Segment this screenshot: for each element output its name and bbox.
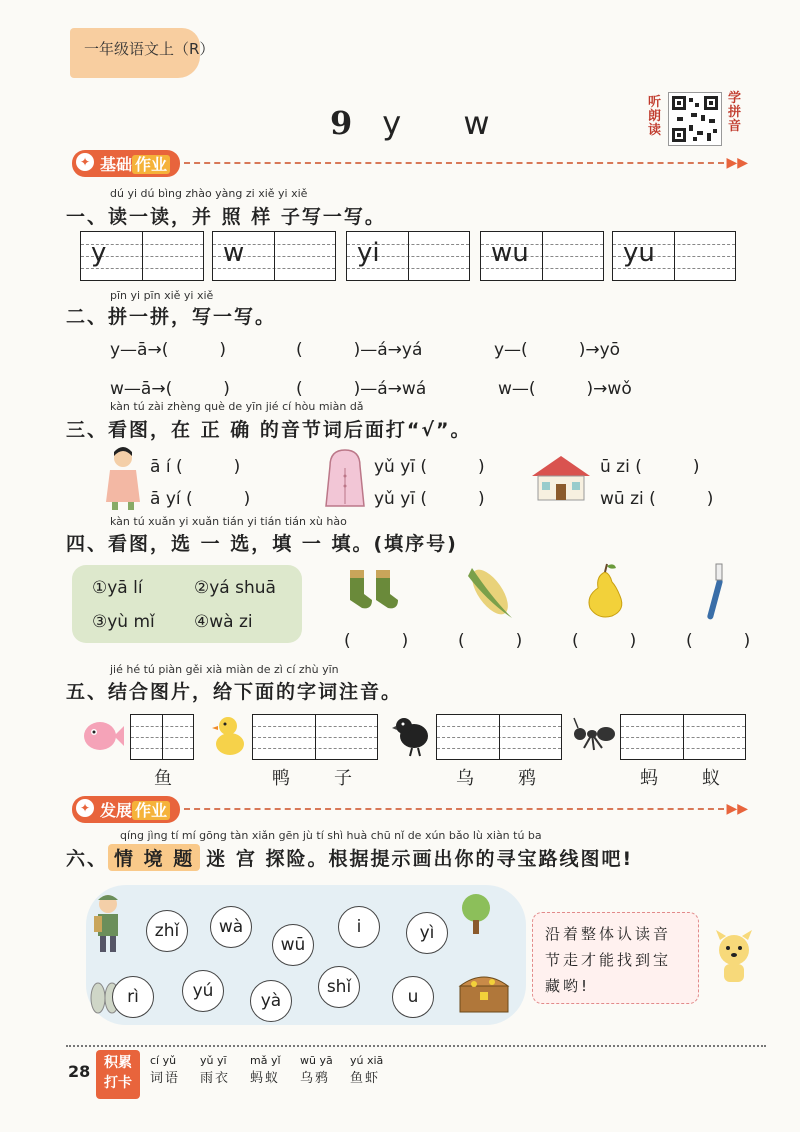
vocab-word: 词语 xyxy=(150,1071,181,1086)
section-basic-header xyxy=(72,150,748,176)
sample-letter: wu xyxy=(491,237,529,268)
cell-divider xyxy=(274,232,275,280)
q6-title-row xyxy=(66,844,633,871)
section-basic-label: 基础 xyxy=(100,154,133,174)
q4-option-4: ④wà zi xyxy=(194,612,253,632)
vocab-item xyxy=(350,1054,383,1086)
explorer-boy-icon xyxy=(88,890,128,956)
q5-char-ma: 蚂 xyxy=(640,768,658,789)
lesson-letters: y w xyxy=(382,104,516,142)
corn-icon xyxy=(458,562,522,622)
section-dev-header xyxy=(72,796,748,822)
tree-icon xyxy=(454,892,498,936)
q5-title: 五、结合图片，给下面的字词注音。 xyxy=(66,681,403,703)
maze-bubble[interactable]: shǐ xyxy=(318,966,360,1008)
maze-bubble[interactable]: yì xyxy=(406,912,448,954)
q4-blank-toothbrush[interactable]: ( ) xyxy=(686,631,751,651)
q2-item-5[interactable]: ( )—á→wá xyxy=(296,379,427,399)
q3-pinyin: kàn tú zài zhèng què de yīn jié cí hòu miàn dǎ xyxy=(110,400,364,413)
puppy-mascot-icon xyxy=(712,930,756,986)
cell-divider xyxy=(142,232,143,280)
maze-bubble[interactable]: rì xyxy=(112,976,154,1018)
auntie-icon xyxy=(100,446,146,512)
section-basic-tag xyxy=(72,150,180,177)
q5-box-ant[interactable] xyxy=(620,714,746,760)
q6-number: 六、 xyxy=(66,848,109,870)
accumulate-badge xyxy=(96,1050,140,1099)
vocab-pinyin: wū yā xyxy=(300,1054,333,1067)
cell-divider xyxy=(674,232,675,280)
q4-blank-socks[interactable]: ( ) xyxy=(344,631,409,651)
hint-text: 沿着整体认读音节走才能找到宝藏哟! xyxy=(545,925,672,995)
qr-right-label: 学拼音 xyxy=(728,91,742,134)
q4-option-1: ①yā lí xyxy=(92,578,143,598)
sample-letter: yu xyxy=(623,237,655,268)
q2-item-6[interactable]: w—( )→wǒ xyxy=(498,379,632,399)
lesson-title xyxy=(330,104,516,142)
sample-letter: y xyxy=(91,237,107,268)
page-number: 28 xyxy=(68,1062,91,1081)
q4-title: 四、看图，选 一 选，填 一 填。(填序号) xyxy=(66,533,458,555)
vocab-word: 鱼虾 xyxy=(350,1071,381,1086)
q2-item-3[interactable]: y—( )→yō xyxy=(494,340,621,360)
vocab-pinyin: mǎ yǐ xyxy=(250,1054,281,1067)
q4-option-2: ②yá shuā xyxy=(194,578,276,598)
q2-item-1[interactable]: y—ā→( ) xyxy=(110,340,226,360)
q5-char-zi: 子 xyxy=(334,768,352,789)
vocab-word: 乌鸦 xyxy=(300,1071,331,1086)
q4-blank-pear[interactable]: ( ) xyxy=(572,631,637,651)
q4-option-3: ③yù mǐ xyxy=(92,612,155,632)
q3-title: 三、看图，在 正 确 的音节词后面打“√”。 xyxy=(66,419,472,441)
q5-char-yi: 蚁 xyxy=(702,768,720,789)
crow-icon xyxy=(392,712,432,758)
vocab-word: 雨衣 xyxy=(200,1071,231,1086)
hint-box xyxy=(532,912,699,1004)
maze-bubble[interactable]: u xyxy=(392,976,434,1018)
q2-item-2[interactable]: ( )—á→yá xyxy=(296,340,423,360)
q5-box-crow[interactable] xyxy=(436,714,562,760)
q2-item-4[interactable]: w—ā→( ) xyxy=(110,379,230,399)
q1-box-w[interactable] xyxy=(212,231,336,281)
section-dev-label: 发展 xyxy=(100,800,133,820)
q3-option-c1[interactable]: ū zi ( ) xyxy=(600,457,700,477)
fish-icon xyxy=(80,714,126,758)
maze-bubble[interactable]: zhǐ xyxy=(146,910,188,952)
section-basic-label-b: 作业 xyxy=(132,155,170,174)
q4-pinyin: kàn tú xuǎn yi xuǎn tián yi tián tián xù hào xyxy=(110,515,347,528)
house-icon xyxy=(528,452,594,502)
q3-option-a1[interactable]: ā í ( ) xyxy=(150,457,241,477)
ant-icon xyxy=(572,716,616,754)
badge-line-1: 积累 xyxy=(104,1055,132,1071)
maze-bubble[interactable]: yú xyxy=(182,970,224,1012)
q3-option-b2[interactable]: yǔ yī ( ) xyxy=(374,489,485,509)
section-dev-tag xyxy=(72,796,180,823)
vocab-pinyin: yǔ yī xyxy=(200,1054,227,1067)
vocab-item xyxy=(250,1054,281,1086)
book-title: 一年级语文上（R） xyxy=(84,40,215,58)
maze-bubble[interactable]: yà xyxy=(250,980,292,1022)
divider xyxy=(184,162,724,164)
q5-box-duckling[interactable] xyxy=(252,714,378,760)
cell-divider xyxy=(542,232,543,280)
maze-bubble[interactable]: wà xyxy=(210,906,252,948)
q5-char-fish: 鱼 xyxy=(154,768,172,789)
cell-divider xyxy=(162,715,163,759)
divider xyxy=(184,808,724,810)
footer-divider xyxy=(66,1045,766,1047)
vocab-pinyin: cí yǔ xyxy=(150,1054,177,1067)
q2-title: 二、拼一拼，写一写。 xyxy=(66,306,277,328)
cell-divider xyxy=(683,715,684,759)
q6-title: 迷 宫 探险。根据提示画出你的寻宝路线图吧! xyxy=(206,848,634,870)
double-arrow-icon: ▶▶ xyxy=(726,801,748,817)
lesson-number: 9 xyxy=(330,104,353,142)
cell-divider xyxy=(499,715,500,759)
q3-option-b1[interactable]: yǔ yī ( ) xyxy=(374,457,485,477)
q5-box-fish[interactable] xyxy=(130,714,194,760)
q6-pinyin: qíng jìng tí mí gōng tàn xiǎn gēn jù tí shì huà chū nǐ de xún bǎo lù xiàn tú ba xyxy=(120,829,542,842)
q2-pinyin: pīn yi pīn xiě yi xiě xyxy=(110,289,214,302)
lightbulb-icon: ✦ xyxy=(76,799,94,817)
section-dev-label-b: 作业 xyxy=(132,801,170,820)
qr-code[interactable] xyxy=(668,92,722,146)
q1-box-yu[interactable] xyxy=(612,231,736,281)
socks-icon xyxy=(342,566,406,616)
vocab-pinyin: yú xiā xyxy=(350,1054,384,1067)
pear-icon xyxy=(580,562,630,622)
q1-box-wu[interactable] xyxy=(480,231,604,281)
cell-divider xyxy=(408,232,409,280)
q6-situation-tag: 情 境 题 xyxy=(108,844,200,871)
maze-bubble[interactable]: i xyxy=(338,906,380,948)
q3-option-c2[interactable]: wū zi ( ) xyxy=(600,489,714,509)
qr-left-label: 听朗读 xyxy=(648,95,662,138)
vocab-item xyxy=(300,1054,333,1086)
q1-box-yi[interactable] xyxy=(346,231,470,281)
vocab-word: 蚂蚁 xyxy=(250,1071,281,1086)
q5-pinyin: jié hé tú piàn gěi xià miàn de zì cí zhù yīn xyxy=(110,663,339,676)
toothbrush-icon xyxy=(700,562,730,622)
q5-char-wu: 乌 xyxy=(456,768,474,789)
q5-char-ya: 鸭 xyxy=(272,768,290,789)
q1-pinyin: dú yi dú bìng zhào yàng zi xiě yi xiě xyxy=(110,187,308,200)
sample-letter: w xyxy=(223,237,245,268)
treasure-chest-icon xyxy=(454,966,514,1016)
vocab-item xyxy=(200,1054,230,1086)
q3-option-a2[interactable]: ā yí ( ) xyxy=(150,489,251,509)
q4-blank-corn[interactable]: ( ) xyxy=(458,631,523,651)
lightbulb-icon: ✦ xyxy=(76,153,94,171)
cell-divider xyxy=(315,715,316,759)
sample-letter: yi xyxy=(357,237,380,268)
q1-title: 一、读一读，并 照 样 子写一写。 xyxy=(66,206,386,228)
raincoat-icon xyxy=(322,446,368,512)
vocab-item xyxy=(150,1054,180,1086)
maze-bubble[interactable]: wū xyxy=(272,924,314,966)
duckling-icon xyxy=(212,714,248,758)
q5-char-ya2: 鸦 xyxy=(518,768,536,789)
badge-line-2: 打卡 xyxy=(104,1075,132,1091)
q1-box-y[interactable] xyxy=(80,231,204,281)
double-arrow-icon: ▶▶ xyxy=(726,155,748,171)
